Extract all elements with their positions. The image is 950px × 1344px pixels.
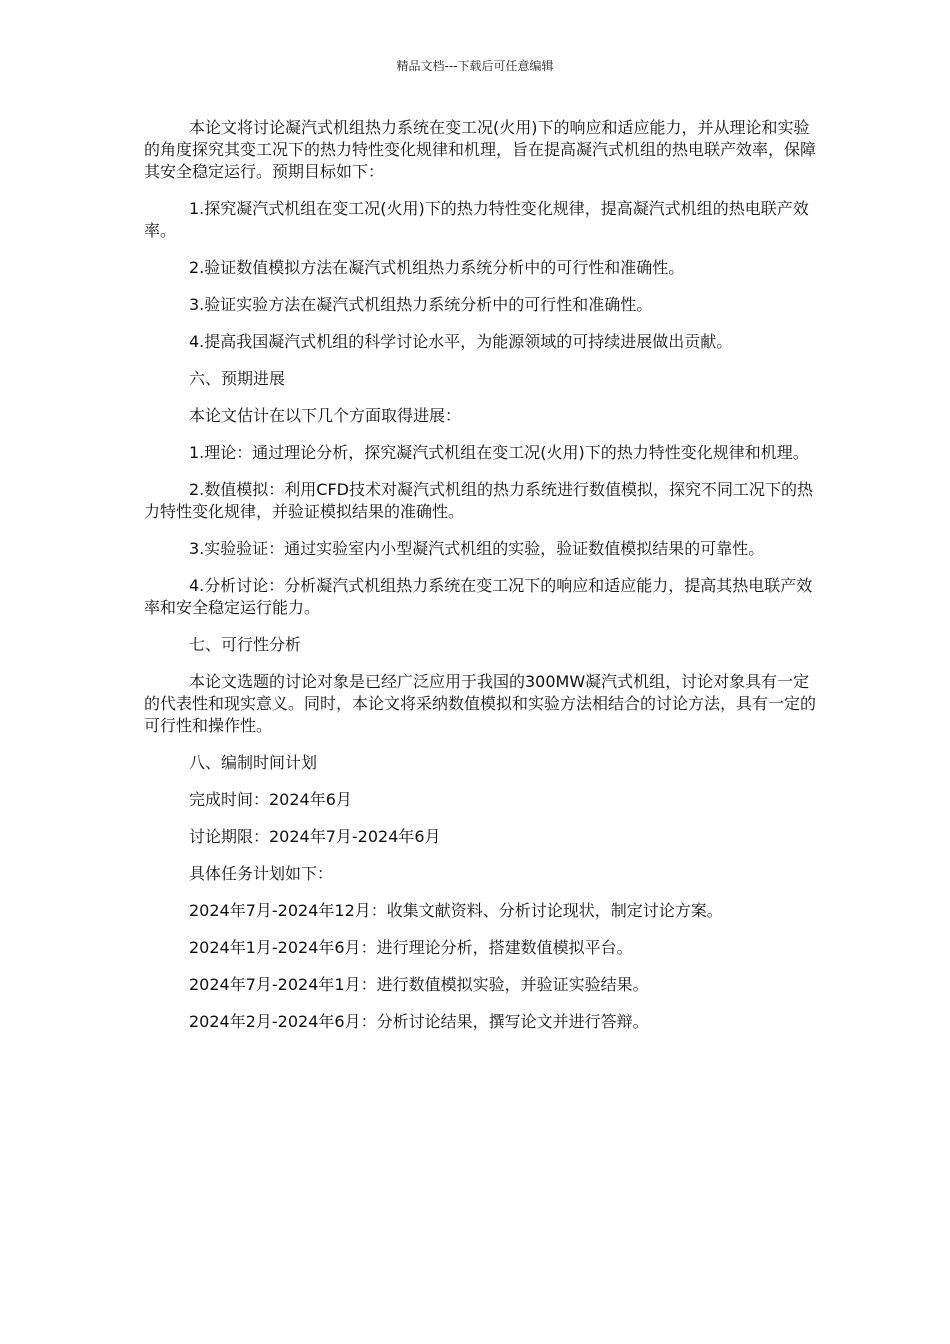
paragraph-completion-time: 完成时间：2024年6月 [189,790,352,809]
paragraph-progress-4: 4.分析讨论：分析凝汽式机组热力系统在变工况下的响应和适应能力，提高其热电联产效率和安全稳定运行能力。 [144,576,813,617]
section-heading-progress: 六、预期进展 [189,369,286,388]
schedule-item: 2024年2月-2024年6月：分析讨论结果，撰写论文并进行答辩。 [189,1012,649,1031]
paragraph-goal-4: 4.提高我国凝汽式机组的科学讨论水平，为能源领域的可持续进展做出贡献。 [189,332,733,351]
paragraph-intro: 本论文将讨论凝汽式机组热力系统在变工况(火用)下的响应和适应能力，并从理论和实验的角度探究其变工况下的热力特性变化规律和机理，旨在提高凝汽式机组的热电联产效率，保障其安全稳定运行。预期目标如下： [144,118,817,181]
schedule-item: 2024年7月-2024年1月：进行数值模拟实验，并验证实验结果。 [189,975,649,994]
paragraph-goal-2: 2.验证数值模拟方法在凝汽式机组热力系统分析中的可行性和准确性。 [189,258,685,277]
paragraph-plan-intro: 具体任务计划如下： [189,864,334,883]
section-heading-feasibility: 七、可行性分析 [189,635,302,654]
document-body [144,117,816,1048]
paragraph-study-period: 讨论期限：2024年7月-2024年6月 [189,827,441,846]
paragraph-progress-intro: 本论文估计在以下几个方面取得进展： [189,406,462,425]
schedule-item: 2024年1月-2024年6月：进行理论分析，搭建数值模拟平台。 [189,938,633,957]
paragraph-goal-1: 1.探究凝汽式机组在变工况(火用)下的热力特性变化规律，提高凝汽式机组的热电联产效率。 [144,199,809,240]
section-heading-schedule: 八、编制时间计划 [189,753,318,772]
paragraph-progress-1: 1.理论：通过理论分析，探究凝汽式机组在变工况(火用)下的热力特性变化规律和机理。 [189,443,809,462]
schedule-item: 2024年7月-2024年12月：收集文献资料、分析讨论现状，制定讨论方案。 [189,901,723,920]
paragraph-feasibility: 本论文选题的讨论对象是已经广泛应用于我国的300MW凝汽式机组，讨论对象具有一定的代表性和现实意义。同时，本论文将采纳数值模拟和实验方法相结合的讨论方法，具有一定的可行性和操作性。 [144,672,817,735]
paragraph-goal-3: 3.验证实验方法在凝汽式机组热力系统分析中的可行性和准确性。 [189,295,653,314]
paragraph-progress-2: 2.数值模拟：利用CFD技术对凝汽式机组的热力系统进行数值模拟，探究不同工况下的热力特性变化规律，并验证模拟结果的准确性。 [144,480,813,521]
page-header: 精品文档---下载后可任意编辑 [396,59,554,73]
paragraph-progress-3: 3.实验验证：通过实验室内小型凝汽式机组的实验，验证数值模拟结果的可靠性。 [189,539,765,558]
